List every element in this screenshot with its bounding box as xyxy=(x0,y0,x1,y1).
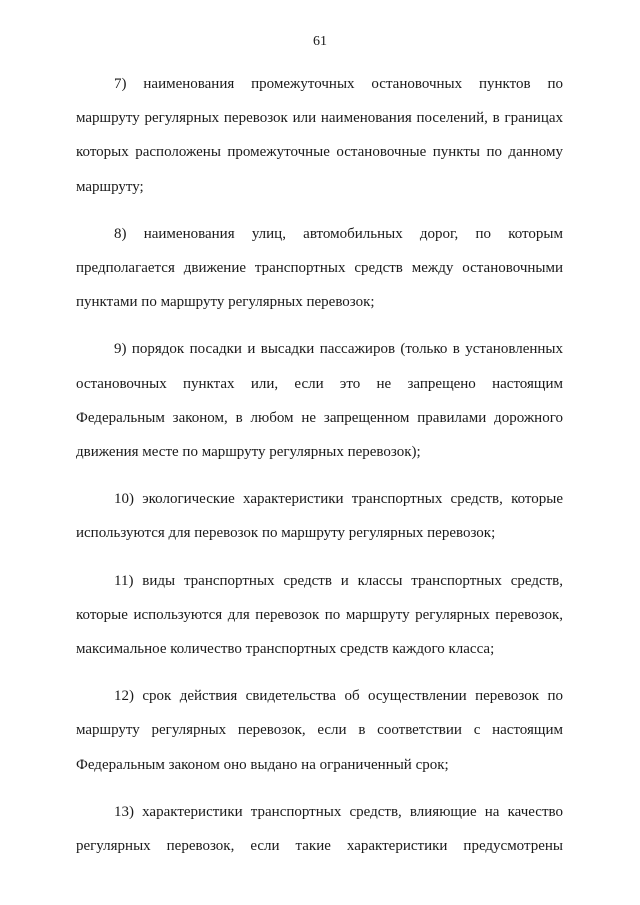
paragraph-line: Федеральным законом, в любом не запрещенном правилами дорожного xyxy=(76,409,563,426)
paragraph-line: 13) характеристики транспортных средств, влияющие на качество xyxy=(114,803,563,820)
list-item-7 xyxy=(76,67,563,204)
paragraph-line: 12) срок действия свидетельства об осуществлении перевозок по xyxy=(114,688,563,705)
paragraph-line: Федеральным законом оно выдано на ограниченный срок; xyxy=(76,756,449,773)
paragraph-line: пунктами по маршруту регулярных перевозок; xyxy=(76,294,375,311)
list-item-11 xyxy=(76,564,563,667)
paragraph-line: 11) виды транспортных средств и классы транспортных средств, xyxy=(114,572,563,589)
paragraph-line: используются для перевозок по маршруту регулярных перевозок; xyxy=(76,525,496,542)
paragraph-line: которые используются для перевозок по маршруту регулярных перевозок, xyxy=(76,606,563,623)
paragraph-line: регулярных перевозок, если такие характеристики предусмотрены xyxy=(76,838,563,855)
paragraph-line: маршруту регулярных перевозок или наименования поселений, в границах xyxy=(76,110,563,127)
paragraph-line: 9) порядок посадки и высадки пассажиров (только в установленных xyxy=(114,341,563,358)
page-number: 61 xyxy=(313,34,327,49)
document-body xyxy=(76,67,563,876)
list-item-8 xyxy=(76,217,563,320)
paragraph-line: маршруту регулярных перевозок, если в соответствии с настоящим xyxy=(76,722,563,739)
paragraph-line: 10) экологические характеристики транспортных средств, которые xyxy=(114,491,563,508)
paragraph-line: остановочных пунктах или, если это не запрещено настоящим xyxy=(76,375,563,392)
list-item-10 xyxy=(76,482,563,550)
list-item-9 xyxy=(76,332,563,469)
paragraph-line: маршруту; xyxy=(76,178,144,195)
paragraph-line: предполагается движение транспортных средств между остановочными xyxy=(76,260,563,277)
paragraph-line: 8) наименования улиц, автомобильных дорог, по которым xyxy=(114,225,563,242)
list-item-12 xyxy=(76,679,563,782)
paragraph-line: движения месте по маршруту регулярных перевозок); xyxy=(76,444,421,461)
list-item-13 xyxy=(76,795,563,863)
paragraph-line: 7) наименования промежуточных остановочных пунктов по xyxy=(114,76,563,92)
paragraph-line: которых расположены промежуточные остановочные пункты по данному xyxy=(76,144,563,161)
paragraph-line: максимальное количество транспортных средств каждого класса; xyxy=(76,641,495,658)
